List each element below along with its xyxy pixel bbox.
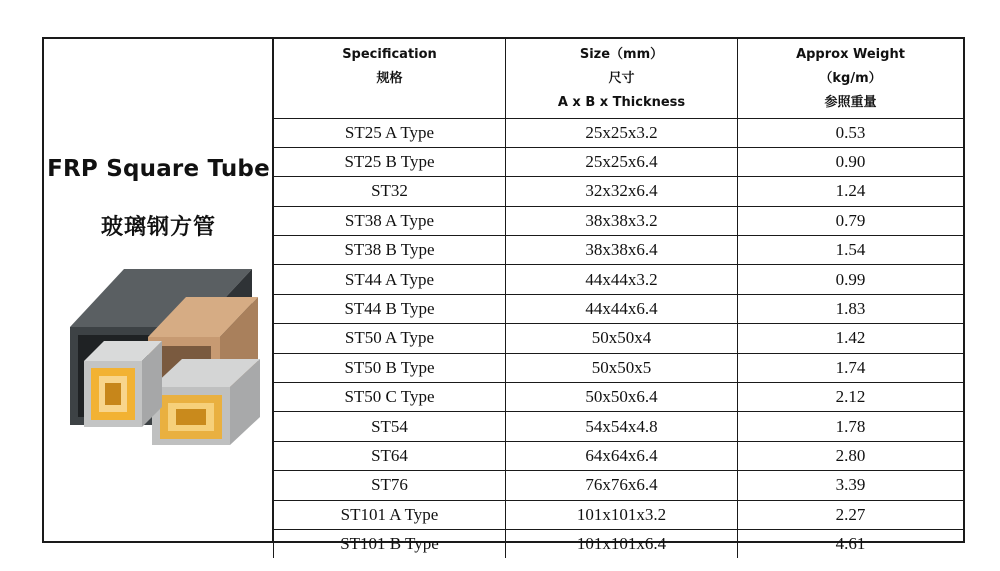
cell-weight: 1.54 — [738, 236, 964, 265]
header-row — [274, 39, 964, 118]
spec-table — [273, 39, 963, 558]
cell-size: 38x38x6.4 — [506, 236, 738, 265]
table-row — [274, 294, 964, 323]
cell-size: 44x44x6.4 — [506, 294, 738, 323]
grey-tube-image — [152, 359, 260, 445]
cell-size: 54x54x4.8 — [506, 412, 738, 441]
table-row — [274, 177, 964, 206]
cell-weight: 1.42 — [738, 324, 964, 353]
cell-spec: ST101 B Type — [274, 529, 506, 558]
cell-size: 44x44x3.2 — [506, 265, 738, 294]
table-row — [274, 118, 964, 147]
cell-spec: ST64 — [274, 441, 506, 470]
cell-spec: ST38 B Type — [274, 236, 506, 265]
cell-spec: ST50 A Type — [274, 324, 506, 353]
cell-weight: 4.61 — [738, 529, 964, 558]
table-row — [274, 236, 964, 265]
table-row — [274, 265, 964, 294]
cell-weight: 2.27 — [738, 500, 964, 529]
cell-spec: ST44 B Type — [274, 294, 506, 323]
cell-size: 32x32x6.4 — [506, 177, 738, 206]
product-title-en: FRP Square Tube — [47, 156, 270, 182]
header-weight — [738, 39, 964, 118]
table-row — [274, 147, 964, 176]
cell-spec: ST25 A Type — [274, 118, 506, 147]
cell-weight: 2.12 — [738, 383, 964, 412]
header-size-zh: 尺寸 — [608, 71, 635, 86]
cell-size: 101x101x6.4 — [506, 529, 738, 558]
product-panel — [44, 39, 273, 541]
table-row — [274, 441, 964, 470]
cell-weight: 1.83 — [738, 294, 964, 323]
cell-weight: 0.79 — [738, 206, 964, 235]
grey-yellow-tube-image — [84, 341, 162, 427]
cell-size: 101x101x3.2 — [506, 500, 738, 529]
cell-weight: 0.90 — [738, 147, 964, 176]
cell-spec: ST44 A Type — [274, 265, 506, 294]
cell-spec: ST76 — [274, 471, 506, 500]
table-row — [274, 353, 964, 382]
cell-size: 38x38x3.2 — [506, 206, 738, 235]
cell-spec: ST101 A Type — [274, 500, 506, 529]
cell-size: 76x76x6.4 — [506, 471, 738, 500]
cell-spec: ST50 B Type — [274, 353, 506, 382]
cell-size: 50x50x4 — [506, 324, 738, 353]
cell-size: 50x50x6.4 — [506, 383, 738, 412]
square-tubes-photo — [64, 267, 260, 445]
cell-spec: ST32 — [274, 177, 506, 206]
cell-weight: 0.53 — [738, 118, 964, 147]
cell-size: 50x50x5 — [506, 353, 738, 382]
header-weight-zh: 参照重量 — [824, 95, 877, 110]
product-title-zh: 玻璃钢方管 — [100, 215, 216, 240]
cell-spec: ST38 A Type — [274, 206, 506, 235]
cell-weight: 2.80 — [738, 441, 964, 470]
cell-size: 25x25x6.4 — [506, 147, 738, 176]
cell-weight: 1.74 — [738, 353, 964, 382]
cell-weight: 1.78 — [738, 412, 964, 441]
header-size-dims: A x B x Thickness — [557, 95, 686, 110]
table-row — [274, 383, 964, 412]
header-spec-en: Specification — [342, 47, 437, 62]
table-row — [274, 206, 964, 235]
header-weight-en: Approx Weight — [796, 47, 905, 62]
cell-size: 64x64x6.4 — [506, 441, 738, 470]
spec-sheet — [42, 37, 965, 554]
header-size-en: Size（mm） — [579, 47, 664, 62]
table-row — [274, 500, 964, 529]
cell-spec: ST25 B Type — [274, 147, 506, 176]
cell-weight: 3.39 — [738, 471, 964, 500]
header-weight-unit: （kg/m） — [819, 71, 882, 86]
header-spec-zh: 规格 — [376, 71, 403, 86]
cell-size: 25x25x3.2 — [506, 118, 738, 147]
cell-weight: 1.24 — [738, 177, 964, 206]
header-specification — [274, 39, 506, 118]
cell-spec: ST50 C Type — [274, 383, 506, 412]
header-size — [506, 39, 738, 118]
cell-weight: 0.99 — [738, 265, 964, 294]
table-row — [274, 471, 964, 500]
cell-spec: ST54 — [274, 412, 506, 441]
table-row — [274, 324, 964, 353]
table-row — [274, 529, 964, 558]
table-row — [274, 412, 964, 441]
